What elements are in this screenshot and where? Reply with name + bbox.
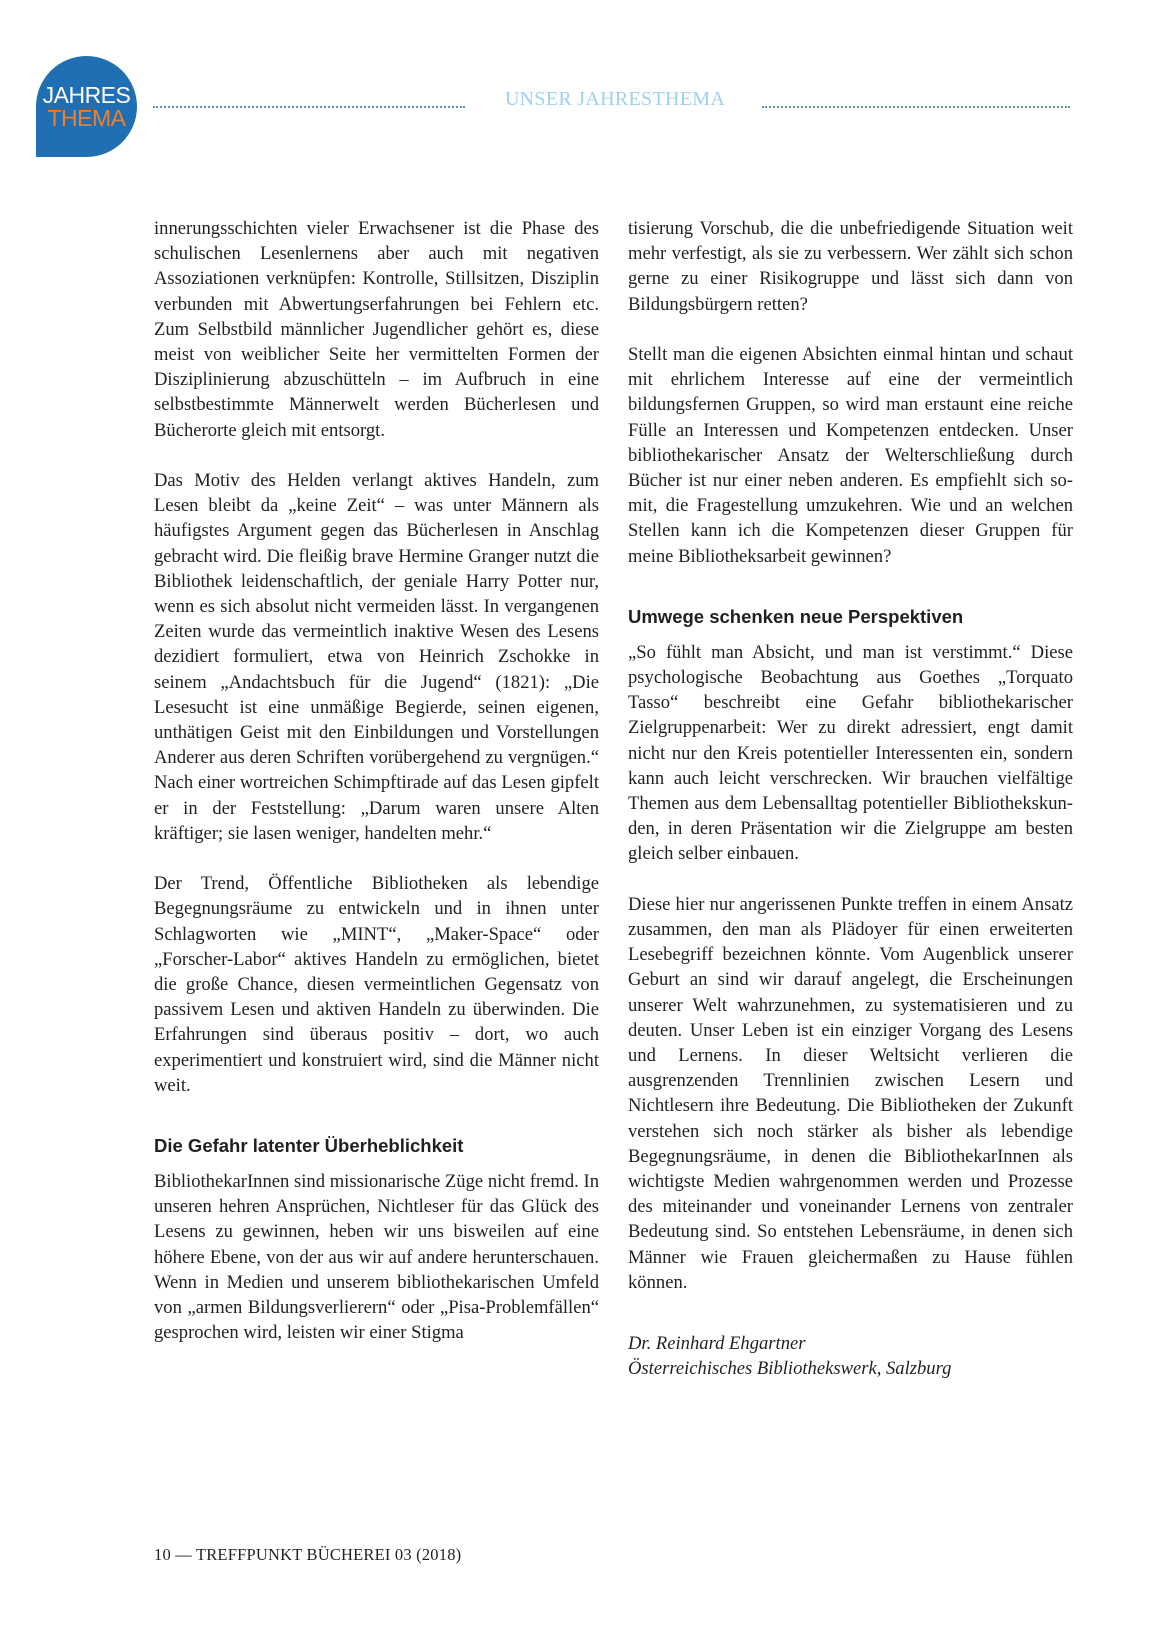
paragraph: tisierung Vorschub, die die unbefriedigende Situation weit mehr verfestigt, als sie zu verbessern. Wer zählt sich schon gerne zu einer Risikogruppe und lässt sich dann von Bildungsbürgern retten?: [628, 218, 1073, 315]
paragraph: Diese hier nur angerissenen Punkte treffen in einem Ansatz zusammen, den man als Plädoyer für einen erweiterten Lesebegriff bezeichnen könnte. Vom Augenblick unserer Geburt an sind wir darauf angelegt, die Erscheinungen unserer Welt wahrzunehmen, zu systematisieren und zu deuten. Unser Leben ist ein einziger Vorgang des Lesens und Lernens. In dieser Weltsicht verlieren die ausgrenzenden Trennlinien zwischen Lesern und Nichtlesern ihre Bedeutung. Die Bibliotheken der Zukunft verstehen sich noch stärker als bisher als lebendige Begegnungsräume, in denen die BibliothekarInnen als wichtigste Medien wahrgenommen werden und Prozesse des miteinander und voneinander Lernens von zentraler Bedeutung sind. So entstehen Lebensräume, in denen sich Männer wie Frauen gleichermaßen zu Hause fühlen können.: [628, 893, 1073, 1293]
left-column: [154, 216, 599, 1346]
section-heading: Die Gefahr latenter Überheblichkeit: [154, 1135, 464, 1157]
logo-line-thema: THEMA: [47, 104, 126, 131]
header-dotted-rule-left: [153, 106, 465, 108]
paragraph: Stellt man die eigenen Absichten einmal hintan und schaut mit ehrlichem Interesse auf eine der vermeintlich bildungsfernen Gruppen, so wird man erstaunt eine reiche Fülle an Interessen und Kompetenzen entdecken. Unser bibliothekarischer Ansatz der Welterschließung durch Bücher ist nur einer neben anderen. Es empfiehlt sich somit, die Fragestellung umzukehren. Wie und an welchen Stellen kann ich die Kompetenzen dieser Gruppen für meine Bibliotheksarbeit gewinnen?: [628, 344, 1073, 567]
right-column: [628, 216, 1073, 1382]
author-name: Dr. Reinhard Ehgartner: [628, 1333, 806, 1355]
paragraph: Das Motiv des Helden verlangt aktives Handeln, zum Lesen bleibt da „keine Zeit“ – was unter Männern als häufigstes Argument gegen das Bücherlesen in Anschlag gebracht wird. Die fleißig brave Hermine Granger nutzt die Bibliothek leidenschaftlich, der geniale Harry Potter nur, wenn es sich absolut nicht vermeiden lässt. In vergangenen Zeiten wurde das vermeintlich inaktive Wesen des Lesens dezidiert formuliert, etwa von Heinrich Zschokke in seinem „Andachtsbuch für die Jugend“ (1821): „Die Lesesucht ist eine unmäßige Begierde, seinen eigenen, unthätigen Geist mit den Einbildungen und Vorstellungen Anderer aus deren Schriften vorübergehend zu vergnügen.“ Nach einer wortreichen Schimpftirade auf das Lesen gipfelt er in der Feststellung: „Darum waren unsere Alten kräftiger; sie lasen weniger, handelten mehr.“: [154, 470, 599, 844]
jahresthema-logo: [36, 56, 137, 157]
paragraph: innerungsschichten vieler Erwachsener ist die Phase des schulischen Lesenlernens aber auch mit negativen Assoziationen verknüpfen: Kontrolle, Stillsitzen, Disziplin verbunden mit Abwertungserfahrungen bei Fehlern etc. Zum Selbstbild männlicher Jugendlicher gehört es, diese meist von weiblicher Seite her vermittelten Formen der Disziplinierung abzuschütteln – im Aufbruch in eine selbstbestimmte Männerwelt werden Bücherlesen und Bücherorte gleich mit entsorgt.: [154, 218, 599, 441]
logo-line-jahres: JAHRES: [42, 81, 131, 108]
author-affiliation: Österreichisches Bibliothekswerk, Salzburg: [628, 1358, 952, 1380]
section-heading: Umwege schenken neue Perspektiven: [628, 605, 964, 627]
paragraph: „So fühlt man Absicht, und man ist verstimmt.“ Diese psychologische Beobachtung aus Goethes „Torquato Tasso“ beschreibt eine Gefahr bibliothekarischer Zielgruppenarbeit: Wer zu direkt adressiert, engt damit nicht nur den Kreis potentieller Interessenten ein, sondern kann auch leicht verschrecken. Wir brauchen vielfältige Themen aus dem Lebensalltag potentieller Bibliothekskunden, in deren Präsentation wir die Zielgruppe am besten gleich selber einbauen.: [628, 641, 1073, 865]
header-dotted-rule-right: [762, 106, 1070, 108]
paragraph: BibliothekarInnen sind missionarische Züge nicht fremd. In unseren hehren Ansprüchen, Nichtleser für das Glück des Lesens zu gewinnen, heben wir uns bisweilen auf eine höhere Ebene, von der aus wir auf andere herunterschauen. Wenn in Medien und unserem bibliothekarischen Umfeld von „armen Bildungsverlierern“ oder „Pisa-Problemfällen“ gesprochen wird, leisten wir einer Stigma: [154, 1171, 599, 1344]
author-signature: [628, 1331, 1073, 1381]
paragraph: Der Trend, Öffentliche Bibliotheken als lebendige Begegnungsräume zu entwickeln und in ihnen unter Schlagworten wie „MINT“, „Maker-Space“ oder „Forscher-Labor“ aktives Handeln zu ermöglichen, bietet die große Chance, diesen vermeintlichen Gegensatz von passivem Lesen und aktiven Handeln zu überwinden. Die Erfahrungen sind überaus positiv – dort, wo auch experimentiert und konstruiert wird, sind die Männer nicht weit.: [154, 873, 599, 1096]
page-footer: 10 — TREFFPUNKT BÜCHEREI 03 (2018): [154, 1545, 462, 1564]
section-title: UNSER JAHRESTHEMA: [504, 88, 726, 110]
